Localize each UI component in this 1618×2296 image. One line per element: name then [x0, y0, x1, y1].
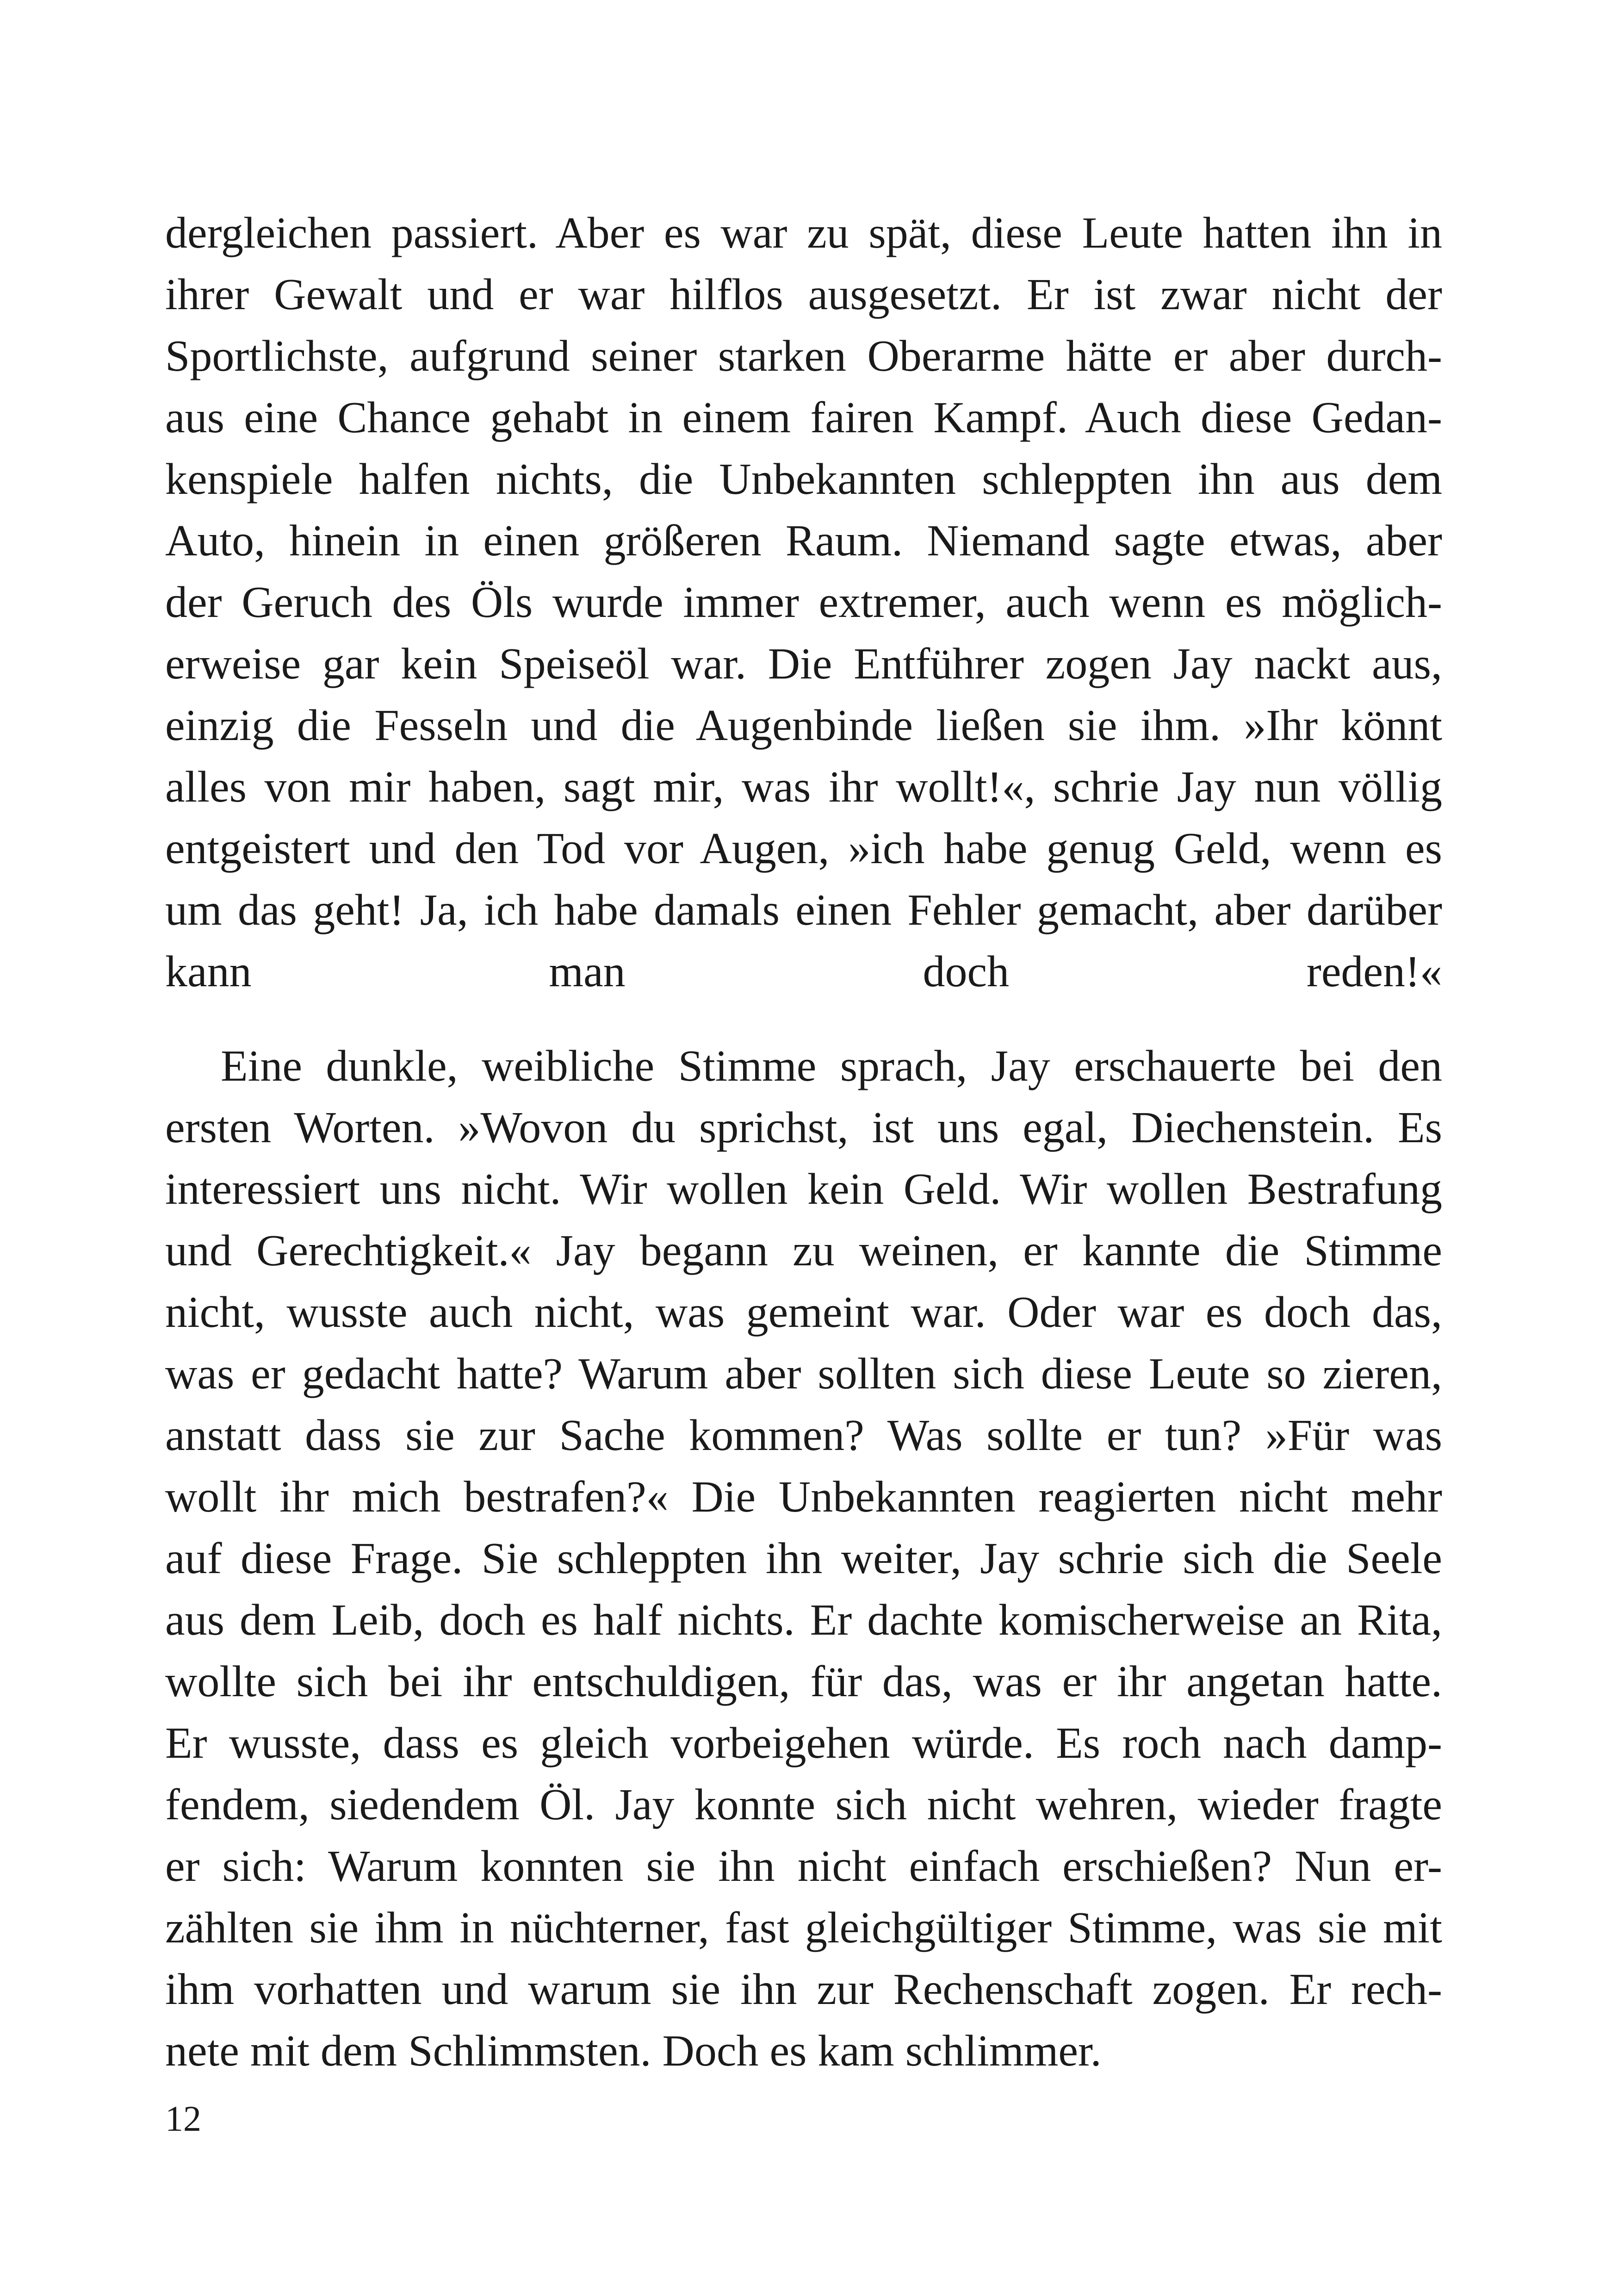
text-line: ersten Worten. »Wovon du sprichst, ist uns egal, Diechenstein. Es: [165, 1102, 1442, 1152]
text-line: aus dem Leib, doch es half nichts. Er dachte komischerweise an Rita,: [165, 1595, 1442, 1644]
text-line: Sportlichste, aufgrund seiner starken Oberarme hätte er aber durch-: [165, 331, 1442, 380]
text-line: wollte sich bei ihr entschuldigen, für das, was er ihr angetan hatte.: [165, 1656, 1442, 1706]
text-line: ihm vorhatten und warum sie ihn zur Rechenschaft zogen. Er rech-: [165, 1964, 1442, 2014]
text-line: fendem, siedendem Öl. Jay konnte sich nicht wehren, wieder fragte: [165, 1780, 1442, 1829]
text-line: kenspiele halfen nichts, die Unbekannten schleppten ihn aus dem: [165, 454, 1442, 504]
text-line: aus eine Chance gehabt in einem fairen Kampf. Auch diese Gedan-: [165, 392, 1442, 442]
paragraph-1: [165, 202, 1442, 1002]
text-line: alles von mir haben, sagt mir, was ihr wollt!«, schrie Jay nun völlig: [165, 762, 1442, 811]
text-line: der Geruch des Öls wurde immer extremer, auch wenn es möglich-: [165, 577, 1442, 627]
text-line: entgeistert und den Tod vor Augen, »ich habe genug Geld, wenn es: [165, 823, 1442, 873]
text-line: Er wusste, dass es gleich vorbeigehen würde. Es roch nach damp-: [165, 1718, 1442, 1767]
text-line: wollt ihr mich bestrafen?« Die Unbekannten reagierten nicht mehr: [165, 1472, 1442, 1521]
text-line: erweise gar kein Speiseöl war. Die Entführer zogen Jay nackt aus,: [165, 639, 1442, 688]
text-line: einzig die Fesseln und die Augenbinde ließen sie ihm. »Ihr könnt: [165, 700, 1442, 750]
text-line: nicht, wusste auch nicht, was gemeint war. Oder war es doch das,: [165, 1287, 1442, 1337]
text-line: um das geht! Ja, ich habe damals einen Fehler gemacht, aber darüber: [165, 885, 1442, 934]
paragraph-2: [165, 1035, 1442, 2081]
text-line: Auto, hinein in einen größeren Raum. Niemand sagte etwas, aber: [165, 516, 1442, 565]
text-line: was er gedacht hatte? Warum aber sollten sich diese Leute so zieren,: [165, 1349, 1442, 1398]
text-line: kann man doch reden!«: [165, 946, 1442, 996]
text-line: zählten sie ihm in nüchterner, fast gleichgültiger Stimme, was sie mit: [165, 1903, 1442, 1952]
text-line: und Gerechtigkeit.« Jay begann zu weinen, er kannte die Stimme: [165, 1226, 1442, 1275]
text-line: nete mit dem Schlimmsten. Doch es kam schlimmer.: [165, 2026, 1102, 2075]
text-line: interessiert uns nicht. Wir wollen kein Geld. Wir wollen Bestrafung: [165, 1164, 1442, 1213]
text-line: er sich: Warum konnten sie ihn nicht einfach erschießen? Nun er-: [165, 1841, 1442, 1891]
text-line: anstatt dass sie zur Sache kommen? Was sollte er tun? »Für was: [165, 1410, 1442, 1460]
text-line: dergleichen passiert. Aber es war zu spät, diese Leute hatten ihn in: [165, 208, 1442, 257]
text-line: auf diese Frage. Sie schleppten ihn weiter, Jay schrie sich die Seele: [165, 1533, 1442, 1583]
page-number: 12: [165, 2098, 201, 2139]
text-line: Eine dunkle, weibliche Stimme sprach, Jay erschauerte bei den: [221, 1041, 1442, 1090]
body-text: [165, 202, 1442, 2081]
text-line: ihrer Gewalt und er war hilflos ausgesetzt. Er ist zwar nicht der: [165, 269, 1442, 319]
